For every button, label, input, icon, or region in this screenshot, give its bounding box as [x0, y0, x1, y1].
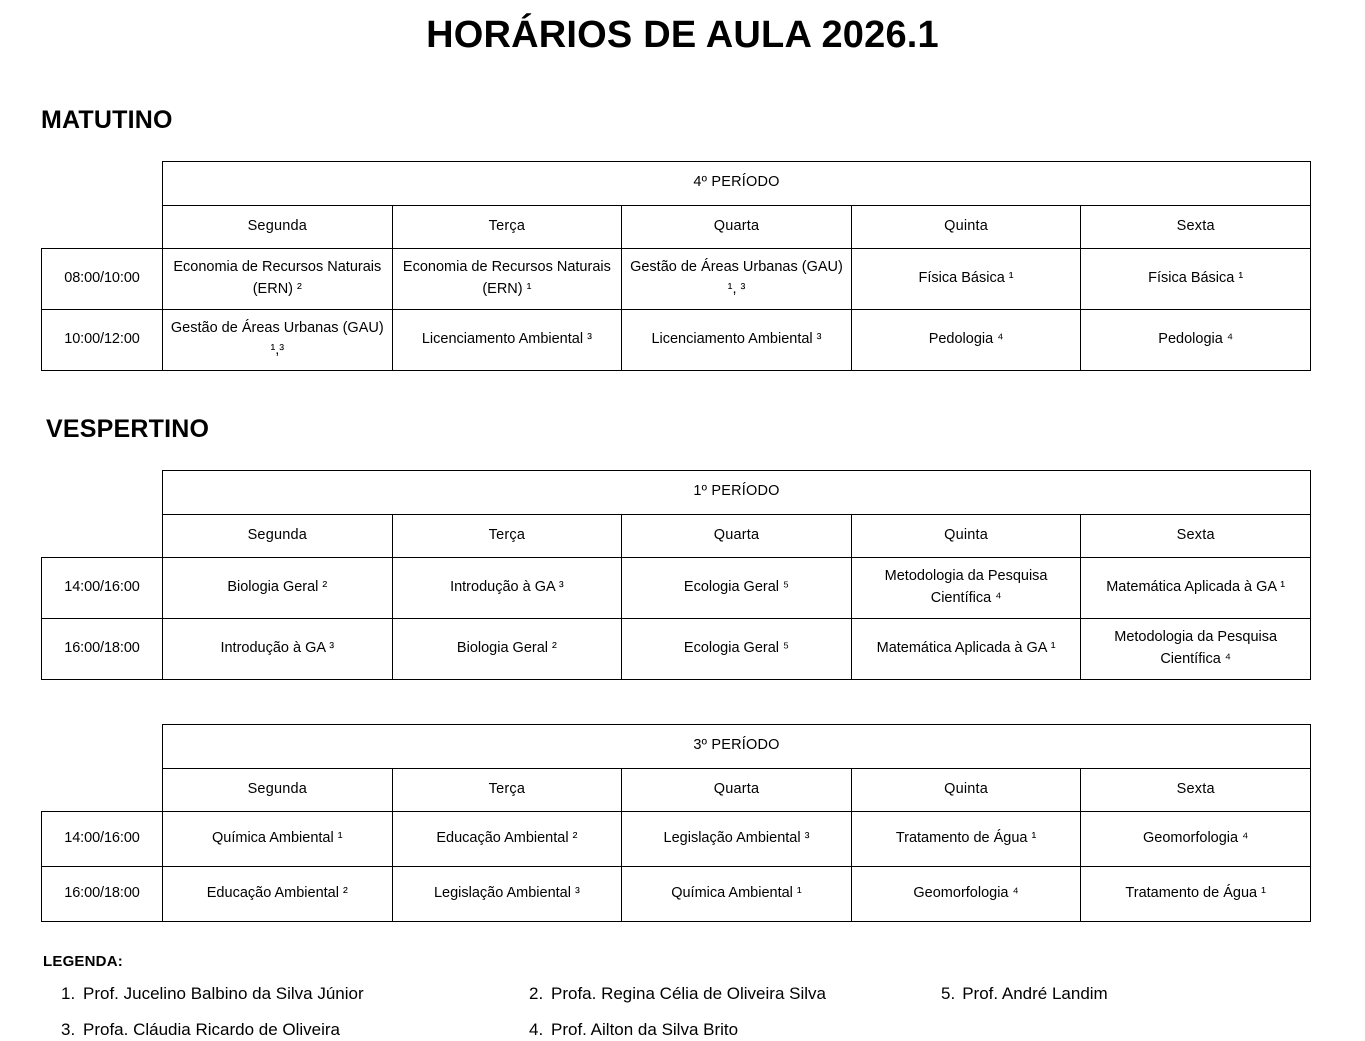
class-cell-sexta: Metodologia da Pesquisa Científica ⁴	[1081, 618, 1311, 679]
legend-item-number: 5.	[941, 983, 956, 1003]
schedule-table-matutino-4	[41, 161, 1311, 371]
class-cell-quarta: Legislação Ambiental ³	[622, 811, 852, 866]
class-cell-quarta: Licenciamento Ambiental ³	[622, 309, 852, 370]
day-header-segunda: Segunda	[163, 205, 393, 248]
class-cell-quinta: Matemática Aplicada à GA ¹	[851, 618, 1081, 679]
class-cell-sexta: Matemática Aplicada à GA ¹	[1081, 557, 1311, 618]
legend-item-number: 2.	[529, 983, 544, 1003]
class-cell-quarta: Química Ambiental ¹	[622, 866, 852, 921]
class-cell-segunda: Biologia Geral ²	[163, 557, 393, 618]
legend-item	[511, 983, 941, 1005]
day-header-terca: Terça	[392, 768, 622, 811]
class-cell-segunda: Química Ambiental ¹	[163, 811, 393, 866]
legend-item-number: 4.	[529, 1019, 544, 1039]
class-cell-quinta: Tratamento de Água ¹	[851, 811, 1081, 866]
day-header-row	[42, 514, 1311, 557]
day-header-terca: Terça	[392, 514, 622, 557]
class-cell-terca: Biologia Geral ²	[392, 618, 622, 679]
time-slot-label: 16:00/18:00	[42, 618, 163, 679]
page-title: HORÁRIOS DE AULA 2026.1	[426, 14, 939, 56]
day-header-quinta: Quinta	[851, 205, 1081, 248]
time-slot-label: 08:00/10:00	[42, 248, 163, 309]
class-cell-segunda: Gestão de Áreas Urbanas (GAU) ¹,³	[163, 309, 393, 370]
day-header-sexta: Sexta	[1081, 768, 1311, 811]
section-heading-matutino: MATUTINO	[41, 105, 173, 134]
legend-item-name: Prof. Ailton da Silva Brito	[551, 1019, 739, 1039]
class-cell-terca: Economia de Recursos Naturais (ERN) ¹	[392, 248, 622, 309]
schedule-table-matutino-4-wrapper	[41, 161, 1324, 371]
day-header-segunda: Segunda	[163, 768, 393, 811]
class-cell-segunda: Educação Ambiental ²	[163, 866, 393, 921]
legend-grid	[43, 983, 1324, 1041]
class-cell-quinta: Física Básica ¹	[851, 248, 1081, 309]
time-slot-label: 16:00/18:00	[42, 866, 163, 921]
class-cell-terca: Educação Ambiental ²	[392, 811, 622, 866]
day-header-row	[42, 768, 1311, 811]
class-cell-quarta: Gestão de Áreas Urbanas (GAU) ¹, ³	[622, 248, 852, 309]
legend-item	[43, 983, 511, 1005]
legend-item	[43, 1019, 511, 1041]
class-cell-quarta: Ecologia Geral ⁵	[622, 618, 852, 679]
class-cell-quinta: Pedologia ⁴	[851, 309, 1081, 370]
legend-row	[43, 1019, 1324, 1041]
corner-cell	[42, 514, 163, 557]
day-header-segunda: Segunda	[163, 514, 393, 557]
corner-cell	[42, 205, 163, 248]
class-cell-sexta: Tratamento de Água ¹	[1081, 866, 1311, 921]
legend-item-name: Profa. Regina Célia de Oliveira Silva	[551, 983, 826, 1003]
table-row	[42, 866, 1311, 921]
corner-cell	[42, 724, 163, 768]
section-heading-vespertino: VESPERTINO	[46, 414, 210, 443]
class-cell-quinta: Geomorfologia ⁴	[851, 866, 1081, 921]
period-band-row	[42, 724, 1311, 768]
class-cell-quinta: Metodologia da Pesquisa Científica ⁴	[851, 557, 1081, 618]
legend-item-number: 1.	[61, 983, 76, 1003]
period-label: 3º PERÍODO	[163, 724, 1311, 768]
table-row	[42, 811, 1311, 866]
period-label: 4º PERÍODO	[163, 161, 1311, 205]
class-cell-segunda: Economia de Recursos Naturais (ERN) ²	[163, 248, 393, 309]
class-cell-quarta: Ecologia Geral ⁵	[622, 557, 852, 618]
table-row	[42, 557, 1311, 618]
day-header-row	[42, 205, 1311, 248]
table-row	[42, 309, 1311, 370]
period-band-row	[42, 161, 1311, 205]
schedule-table-vespertino-3-wrapper	[41, 724, 1324, 922]
day-header-sexta: Sexta	[1081, 514, 1311, 557]
schedule-table-vespertino-1	[41, 470, 1311, 680]
table-row	[42, 248, 1311, 309]
schedule-table-vespertino-1-wrapper	[41, 470, 1324, 680]
table-row	[42, 618, 1311, 679]
day-header-sexta: Sexta	[1081, 205, 1311, 248]
period-band-row	[42, 470, 1311, 514]
class-cell-terca: Legislação Ambiental ³	[392, 866, 622, 921]
day-header-quinta: Quinta	[851, 514, 1081, 557]
legend-item-name: Prof. André Landim	[962, 983, 1108, 1003]
time-slot-label: 10:00/12:00	[42, 309, 163, 370]
corner-cell	[42, 768, 163, 811]
class-cell-terca: Introdução à GA ³	[392, 557, 622, 618]
legend-item	[941, 983, 1108, 1005]
day-header-quarta: Quarta	[622, 768, 852, 811]
class-cell-sexta: Física Básica ¹	[1081, 248, 1311, 309]
day-header-quarta: Quarta	[622, 205, 852, 248]
time-slot-label: 14:00/16:00	[42, 557, 163, 618]
legend-title: LEGENDA:	[43, 952, 123, 970]
corner-cell	[42, 470, 163, 514]
class-cell-sexta: Pedologia ⁴	[1081, 309, 1311, 370]
legend-item	[511, 1019, 941, 1041]
legend-item-name: Profa. Cláudia Ricardo de Oliveira	[83, 1019, 341, 1039]
day-header-quarta: Quarta	[622, 514, 852, 557]
legend-item-number: 3.	[61, 1019, 76, 1039]
day-header-quinta: Quinta	[851, 768, 1081, 811]
class-cell-terca: Licenciamento Ambiental ³	[392, 309, 622, 370]
corner-cell	[42, 161, 163, 205]
class-cell-segunda: Introdução à GA ³	[163, 618, 393, 679]
schedule-table-vespertino-3	[41, 724, 1311, 922]
day-header-terca: Terça	[392, 205, 622, 248]
legend	[41, 953, 1324, 1041]
legend-item-name: Prof. Jucelino Balbino da Silva Júnior	[83, 983, 364, 1003]
legend-row	[43, 983, 1324, 1005]
class-cell-sexta: Geomorfologia ⁴	[1081, 811, 1311, 866]
time-slot-label: 14:00/16:00	[42, 811, 163, 866]
period-label: 1º PERÍODO	[163, 470, 1311, 514]
